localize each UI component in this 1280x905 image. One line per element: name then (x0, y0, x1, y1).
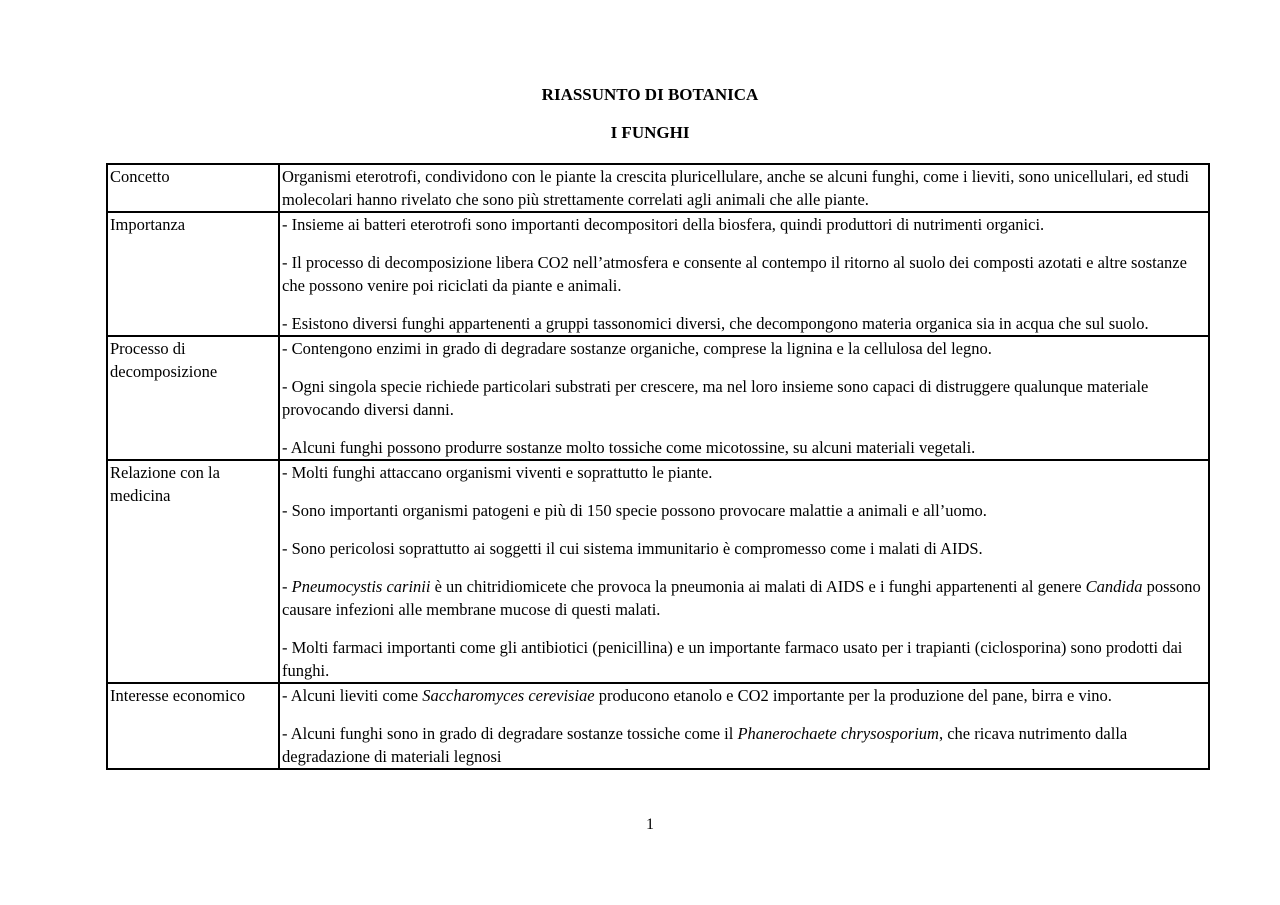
row-content (279, 683, 1209, 769)
row-content (279, 336, 1209, 460)
row-paragraph (282, 722, 1206, 768)
row-paragraph (282, 436, 1206, 459)
row-paragraph (282, 337, 1206, 360)
row-content (279, 212, 1209, 336)
text-segment: è un chitridiomicete che provoca la pneumonia ai malati di AIDS e i funghi appartenenti al genere (430, 577, 1086, 596)
text-segment: - Contengono enzimi in grado di degradare sostanze organiche, comprese la lignina e la cellulosa del legno. (282, 339, 992, 358)
row-label: Processo di decomposizione (107, 336, 279, 460)
species-name: Candida (1085, 577, 1143, 596)
text-segment: - Alcuni funghi possono produrre sostanze molto tossiche come micotossine, su alcuni materiali vegetali. (282, 438, 976, 457)
text-segment: - (282, 577, 292, 596)
row-paragraph (282, 684, 1206, 707)
text-segment: - Ogni singola specie richiede particolari substrati per crescere, ma nel loro insieme sono capaci di distruggere qualunque materiale provocando diversi danni. (282, 377, 1149, 419)
document-subtitle: I FUNGHI (610, 123, 690, 142)
text-segment: - Sono pericolosi soprattutto ai soggetti il cui sistema immunitario è compromesso come i malati di AIDS. (282, 539, 983, 558)
page-number: 1 (646, 816, 654, 833)
table-row (107, 683, 1209, 769)
table-row (107, 164, 1209, 212)
row-label: Concetto (107, 164, 279, 212)
row-paragraph (282, 499, 1206, 522)
text-segment: - Il processo di decomposizione libera CO2 nell’atmosfera e consente al contempo il ritorno al suolo dei composti azotati e altre sostanze che possono venire poi riciclati da piante e animali. (282, 253, 1187, 295)
row-paragraph (282, 165, 1206, 211)
row-label: Importanza (107, 212, 279, 336)
table-row (107, 212, 1209, 336)
text-segment: - Alcuni funghi sono in grado di degradare sostanze tossiche come il (282, 724, 738, 743)
row-content (279, 164, 1209, 212)
text-segment: possono causare infezioni alle membrane mucose di questi malati. (282, 577, 1201, 619)
row-label: Interesse economico (107, 683, 279, 769)
row-content (279, 460, 1209, 683)
text-segment: producono etanolo e CO2 importante per la produzione del pane, birra e vino. (594, 686, 1112, 705)
table-row (107, 336, 1209, 460)
text-segment: , che ricava nutrimento dalla degradazione di materiali legnosi (282, 724, 1128, 766)
text-segment: - Esistono diversi funghi appartenenti a gruppi tassonomici diversi, che decompongono materia organica sia in acqua che sul suolo. (282, 314, 1149, 333)
text-segment: - Alcuni lieviti come (282, 686, 423, 705)
text-segment: Organismi eterotrofi, condividono con le piante la crescita pluricellulare, anche se alcuni funghi, come i lieviti, sono unicellulari, ed studi molecolari hanno rivelato che sono più strettamente correlati agli animali che alle piante. (282, 167, 1189, 209)
table-row (107, 460, 1209, 683)
text-segment: - Sono importanti organismi patogeni e più di 150 specie possono provocare malattie a animali e all’uomo. (282, 501, 987, 520)
row-paragraph (282, 461, 1206, 484)
species-name: Saccharomyces cerevisiae (422, 686, 595, 705)
row-label: Relazione con la medicina (107, 460, 279, 683)
summary-table-body (107, 164, 1209, 769)
document-title: RIASSUNTO DI BOTANICA (541, 85, 759, 104)
row-paragraph (282, 636, 1206, 682)
row-paragraph (282, 537, 1206, 560)
row-paragraph (282, 312, 1206, 335)
text-segment: - Molti funghi attaccano organismi viventi e soprattutto le piante. (282, 463, 713, 482)
text-segment: - Insieme ai batteri eterotrofi sono importanti decompositori della biosfera, quindi produttori di nutrimenti organici. (282, 215, 1045, 234)
row-paragraph (282, 575, 1206, 621)
species-name: Pneumocystis carinii (291, 577, 431, 596)
row-paragraph (282, 375, 1206, 421)
row-paragraph (282, 213, 1206, 236)
species-name: Phanerochaete chrysosporium (737, 724, 939, 743)
summary-table (106, 163, 1210, 770)
row-paragraph (282, 251, 1206, 297)
text-segment: - Molti farmaci importanti come gli antibiotici (penicillina) e un importante farmaco usato per i trapianti (ciclosporina) sono prodotti dai funghi. (282, 638, 1183, 680)
